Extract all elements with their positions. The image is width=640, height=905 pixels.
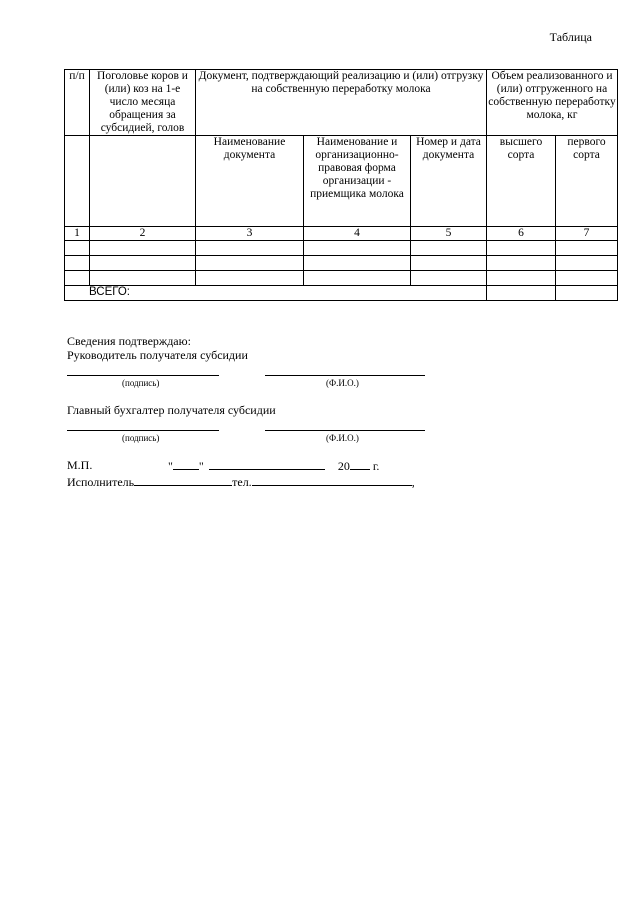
subheader-org: Наименование и организационно-правовая форма организации - приемщика молока: [304, 136, 411, 227]
subheader-empty-2: [90, 136, 196, 227]
executor-field[interactable]: [134, 474, 232, 486]
year-field[interactable]: [350, 458, 370, 470]
cell[interactable]: [90, 271, 196, 286]
cell[interactable]: [90, 241, 196, 256]
table-row: [65, 241, 618, 256]
accountant-title: Главный бухгалтер получателя субсидии: [67, 403, 276, 417]
cell[interactable]: [90, 256, 196, 271]
confirm-text: Сведения подтверждаю:: [67, 334, 191, 348]
total-first-grade[interactable]: [556, 286, 618, 301]
col-number: 4: [304, 227, 411, 241]
cell[interactable]: [556, 241, 618, 256]
col-number: 7: [556, 227, 618, 241]
accountant-signature-caption: (подпись): [122, 433, 160, 443]
cell[interactable]: [487, 241, 556, 256]
year-prefix: 20: [337, 459, 350, 473]
executor-line: [67, 474, 415, 490]
head-title: Руководитель получателя субсидии: [67, 348, 248, 362]
day-field[interactable]: [173, 458, 199, 470]
cell[interactable]: [304, 241, 411, 256]
cell[interactable]: [65, 271, 90, 286]
cell[interactable]: [196, 241, 304, 256]
subheader-doc-number: Номер и дата документа: [411, 136, 487, 227]
subheader-empty-1: [65, 136, 90, 227]
subheader-top-grade: высшего сорта: [487, 136, 556, 227]
cell[interactable]: [196, 271, 304, 286]
column-number-row: [65, 227, 618, 241]
col-number: 1: [65, 227, 90, 241]
header-livestock: Поголовье коров и (или) коз на 1-е число месяца обращения за субсидией, голов: [90, 70, 196, 136]
header-num: п/п: [65, 70, 90, 136]
subheader-first-grade: первого сорта: [556, 136, 618, 227]
cell[interactable]: [65, 256, 90, 271]
phone-label: тел.: [232, 475, 252, 489]
table-row: [65, 271, 618, 286]
executor-label: Исполнитель: [67, 475, 135, 489]
stamp-place: М.П.: [67, 458, 93, 472]
head-signature-line[interactable]: [67, 375, 219, 376]
table-caption: Таблица: [549, 30, 592, 44]
header-row: [65, 70, 618, 136]
cell[interactable]: [304, 256, 411, 271]
cell[interactable]: [487, 256, 556, 271]
cell[interactable]: [556, 271, 618, 286]
head-name-caption: (Ф.И.О.): [326, 378, 359, 388]
col-number: 2: [90, 227, 196, 241]
cell[interactable]: [65, 241, 90, 256]
accountant-name-line[interactable]: [265, 430, 425, 431]
cell[interactable]: [196, 256, 304, 271]
header-volume: Объем реализованного и (или) отгруженного на собственную переработку молока, кг: [487, 70, 618, 136]
head-name-line[interactable]: [265, 375, 425, 376]
total-top-grade[interactable]: [487, 286, 556, 301]
quote-close: ": [198, 459, 204, 473]
header-document: Документ, подтверждающий реализацию и (или) отгрузку на собственную переработку молока: [196, 70, 487, 136]
subheader-row: [65, 136, 618, 227]
accountant-name-caption: (Ф.И.О.): [326, 433, 359, 443]
col-number: 3: [196, 227, 304, 241]
cell[interactable]: [487, 271, 556, 286]
phone-field[interactable]: [252, 474, 412, 486]
total-label: ВСЕГО:: [65, 286, 487, 301]
report-table: [64, 69, 618, 301]
table-row: [65, 256, 618, 271]
subheader-doc-name: Наименование документа: [196, 136, 304, 227]
cell[interactable]: [411, 256, 487, 271]
trailing-comma: ,: [411, 475, 415, 489]
cell[interactable]: [304, 271, 411, 286]
head-signature-caption: (подпись): [122, 378, 160, 388]
quote-open: ": [168, 459, 173, 473]
year-suffix: г.: [372, 459, 380, 473]
col-number: 5: [411, 227, 487, 241]
month-field[interactable]: [209, 458, 325, 470]
cell[interactable]: [411, 241, 487, 256]
accountant-signature-line[interactable]: [67, 430, 219, 431]
col-number: 6: [487, 227, 556, 241]
cell[interactable]: [411, 271, 487, 286]
date-line: [168, 458, 379, 474]
total-row: [65, 286, 618, 301]
cell[interactable]: [556, 256, 618, 271]
